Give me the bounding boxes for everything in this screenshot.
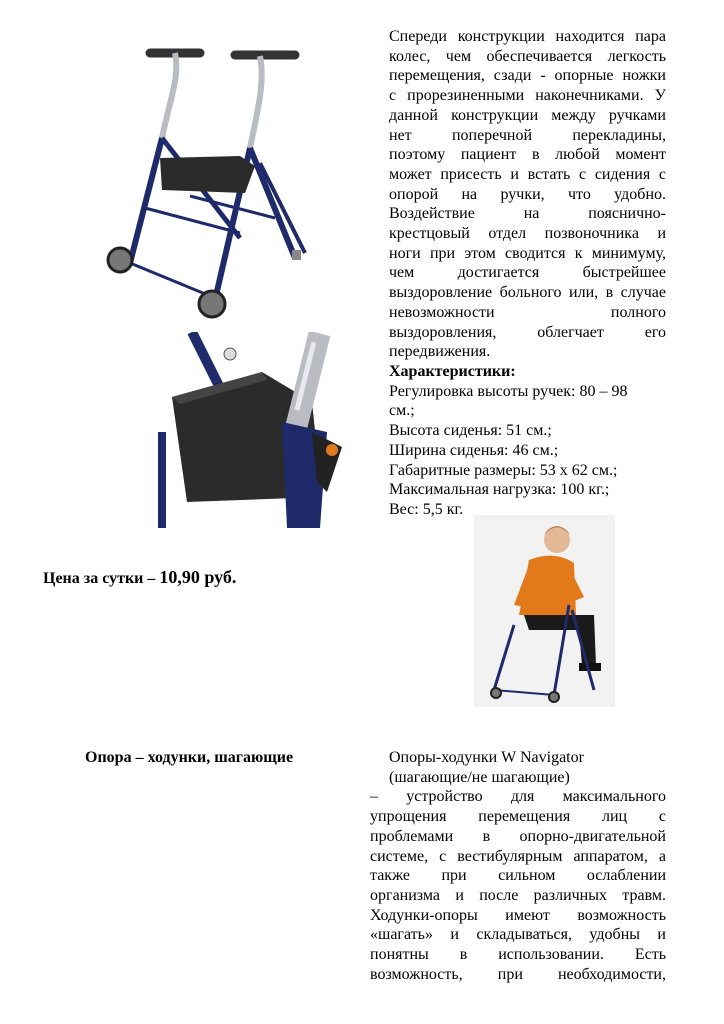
description-line: может присесть и встать с сидения с <box>389 165 666 183</box>
section2-line: упрощения перемещения лиц с <box>370 808 666 826</box>
description-line: с прорезиненными наконечниками. У <box>389 87 666 105</box>
seat-closeup-photo <box>152 332 350 528</box>
spec-line: см.; <box>389 402 415 420</box>
description-line: невозможности полного <box>389 303 666 321</box>
spec-line: Регулировка высоты ручек: 80 – 98 <box>389 382 628 400</box>
person-photo <box>474 515 615 707</box>
price-value: 10,90 руб. <box>159 567 237 587</box>
spec-line: Максимальная нагрузка: 100 кг.; <box>389 481 610 499</box>
section2-line: Ходунки-опоры имеют возможность <box>370 906 666 924</box>
description-paragraph <box>389 27 666 362</box>
section2-line: Опоры-ходунки W Navigator <box>389 749 584 766</box>
description-line: перемещения, сзади - опорные ножки <box>389 67 666 85</box>
person-illustration <box>474 515 615 707</box>
section2-line: возможность, при необходимости, <box>370 965 666 983</box>
description-line: поэтому пациент в любой момент <box>389 146 666 164</box>
section2-line: также при сильном ослаблении <box>370 867 666 885</box>
specs-heading: Характеристики: <box>389 363 516 380</box>
description-line: Спереди конструкции находится пара <box>389 28 666 45</box>
spec-line: Габаритные размеры: 53 х 62 см.; <box>389 461 618 479</box>
section2-paragraph <box>370 748 666 984</box>
description-line: выздоровления, облегчает его <box>389 323 666 341</box>
description-line: крестцовый отдел позвоночника и <box>389 225 666 243</box>
section2-line: организма и после различных травм. <box>370 886 666 904</box>
spec-line: Ширина сиденья: 46 см.; <box>389 441 559 459</box>
description-line: опорой на ручки, что удобно. <box>389 185 666 203</box>
section2-line: системе, с вестибулярным аппаратом, а <box>370 847 666 865</box>
description-line: колес, чем обеспечивается легкость <box>389 47 666 65</box>
section2-line: – устройство для максимального <box>370 788 666 806</box>
section2-line: (шагающие/не шагающие) <box>389 768 570 786</box>
description-line: передвижения. <box>389 343 491 361</box>
section2-line: «шагать» и складываться, удобны и <box>370 926 666 944</box>
description-line: выздоровление больного или, в случае <box>389 284 666 302</box>
specs-block <box>389 362 666 520</box>
description-line: Воздействие на пояснично- <box>389 205 666 223</box>
description-block <box>389 27 666 362</box>
walker-illustration <box>50 28 365 328</box>
description-line: чем достигается быстрейшее <box>389 264 666 282</box>
spec-line: Высота сиденья: 51 см.; <box>389 422 552 440</box>
section2-line: проблемами в опорно-двигательной <box>370 827 666 845</box>
description-line: ноги при этом сводится к минимуму, <box>389 244 666 262</box>
description-line: нет поперечной перекладины, <box>389 126 666 144</box>
walker-photo <box>50 28 365 328</box>
price-label: Цена за сутки – <box>43 570 160 587</box>
spec-line: Вес: 5,5 кг. <box>389 500 464 518</box>
description-line: данной конструкции между ручками <box>389 106 666 124</box>
section2-title: Опора – ходунки, шагающие <box>85 749 294 766</box>
price-line <box>43 567 236 588</box>
section2-text <box>370 748 666 984</box>
seat-closeup-illustration <box>152 332 350 528</box>
section2-line: понятны в использовании. Есть <box>370 946 666 964</box>
